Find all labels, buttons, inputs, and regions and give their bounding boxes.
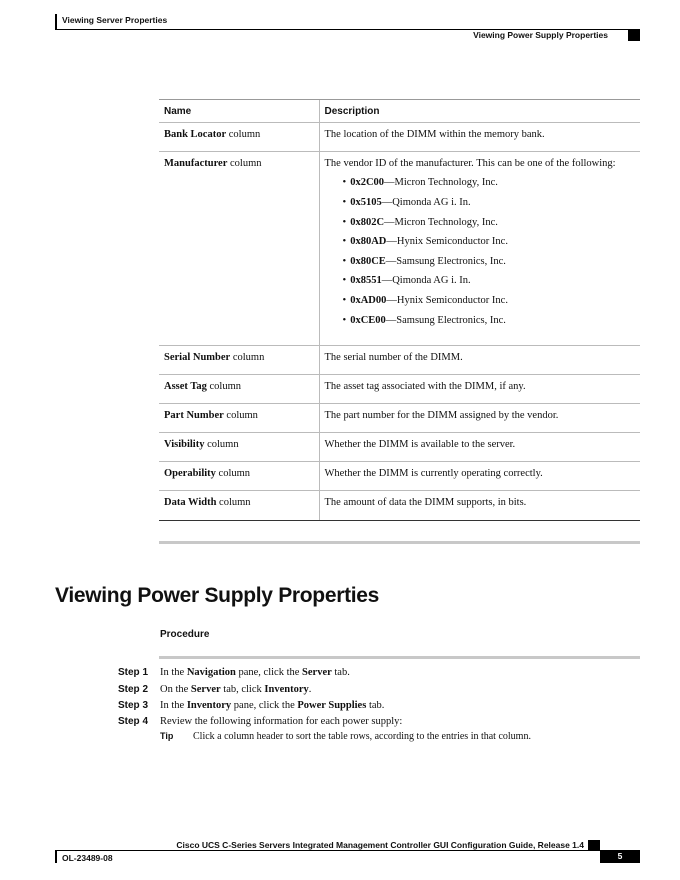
list-item <box>343 196 636 209</box>
field-suffix: column <box>206 380 242 392</box>
step-text-part: tab. <box>366 700 385 711</box>
procedure-divider <box>159 656 640 659</box>
list-item <box>343 176 636 189</box>
field-description: The vendor ID of the manufacturer. This can be one of the following: <box>324 158 616 170</box>
vendor-code: 0x802C <box>350 216 385 228</box>
step-text-part: . <box>308 684 312 695</box>
footer-left-bar <box>55 850 57 863</box>
running-header-chapter: Viewing Server Properties <box>62 15 168 25</box>
field-suffix: column <box>226 129 261 140</box>
vendor-name: —Samsung Electronics, Inc. <box>385 314 506 326</box>
section-title: Viewing Power Supply Properties <box>55 584 380 607</box>
field-description: Whether the DIMM is available to the server. <box>319 433 640 462</box>
field-suffix: column <box>230 351 265 363</box>
vendor-name: —Hynix Semiconductor Inc. <box>386 236 508 248</box>
field-suffix: column <box>216 497 251 509</box>
header-marker-box <box>628 30 640 41</box>
list-item <box>343 274 636 287</box>
field-name-cell <box>159 433 319 462</box>
field-description-cell <box>319 152 640 346</box>
table-row <box>159 123 640 152</box>
field-name-cell <box>159 345 319 374</box>
step-label: Step 3 <box>118 700 149 711</box>
field-suffix: column <box>223 410 258 421</box>
list-item <box>343 314 636 327</box>
list-item <box>343 216 636 229</box>
column-header-description: Description <box>319 100 640 123</box>
vendor-code: 0x2C00 <box>350 177 385 189</box>
vendor-name: —Qimonda AG i. In. <box>381 196 471 208</box>
field-name: Visibility <box>164 439 205 451</box>
vendor-code: 0x80CE <box>350 255 386 267</box>
table-row <box>159 433 640 462</box>
step-text: Review the following information for each power supply: <box>160 716 403 727</box>
table-row <box>159 152 640 346</box>
vendor-name: —Hynix Semiconductor Inc. <box>386 295 508 306</box>
field-suffix: column <box>215 468 251 480</box>
vendor-code: 0x80AD <box>350 236 387 248</box>
vendor-name: —Qimonda AG i. In. <box>381 275 471 287</box>
vendor-code: 0x5105 <box>350 196 382 208</box>
field-name: Asset Tag <box>164 380 207 392</box>
step-label: Step 1 <box>118 667 149 678</box>
ui-term-inventory: Inventory <box>186 700 232 711</box>
step-text-part: tab, click <box>220 684 265 695</box>
field-name: Part Number <box>164 410 224 421</box>
field-name: Serial Number <box>164 351 231 363</box>
field-description: The serial number of the DIMM. <box>319 345 640 374</box>
list-item <box>343 294 636 307</box>
footer-book-title: Cisco UCS C-Series Servers Integrated Management Controller GUI Configuration Guide, Release 1.4 <box>176 840 584 850</box>
running-header-section: Viewing Power Supply Properties <box>473 30 608 40</box>
field-name-cell <box>159 491 319 520</box>
footer-marker-box <box>588 840 600 850</box>
header-left-bar <box>55 14 57 30</box>
field-name: Operability <box>164 468 216 480</box>
ui-term-server: Server <box>190 684 221 695</box>
vendor-code: 0xAD00 <box>350 295 387 306</box>
page-number: 5 <box>600 850 640 863</box>
step-text-part: tab. <box>331 667 350 678</box>
list-item <box>343 235 636 248</box>
field-suffix: column <box>227 158 262 170</box>
step-text-part: On the <box>160 684 191 695</box>
ui-term-inventory: Inventory <box>264 684 309 695</box>
dimm-properties-table <box>159 99 640 521</box>
field-description: The location of the DIMM within the memory bank. <box>319 123 640 152</box>
tip-note <box>160 731 531 742</box>
field-description: The part number for the DIMM assigned by the vendor. <box>319 404 640 433</box>
list-item <box>343 255 636 268</box>
table-header-row <box>159 100 640 123</box>
step-text-part: pane, click the <box>235 667 303 678</box>
step-text <box>160 700 384 711</box>
vendor-name: —Micron Technology, Inc. <box>384 216 498 228</box>
manufacturer-list <box>325 176 636 327</box>
tip-label: Tip <box>160 731 174 741</box>
step-text-part: In the <box>160 700 187 711</box>
ui-term-server: Server <box>302 667 332 678</box>
footer-doc-number: OL-23489-08 <box>62 853 113 863</box>
table-row <box>159 462 640 491</box>
field-name-cell <box>159 152 319 346</box>
table-row <box>159 491 640 520</box>
field-name-cell <box>159 462 319 491</box>
tip-text: Click a column header to sort the table rows, according to the entries in that column. <box>193 731 531 742</box>
field-description: Whether the DIMM is currently operating correctly. <box>319 462 640 491</box>
step-text <box>160 667 350 678</box>
field-name: Manufacturer <box>164 158 228 170</box>
step-label: Step 4 <box>118 716 149 727</box>
vendor-code: 0x8551 <box>350 275 382 287</box>
vendor-name: —Samsung Electronics, Inc. <box>385 255 506 267</box>
table-row <box>159 404 640 433</box>
section-divider <box>159 541 640 544</box>
step-text-part: pane, click the <box>231 700 298 711</box>
field-name-cell <box>159 374 319 403</box>
table-row <box>159 374 640 403</box>
ui-term-power-supplies: Power Supplies <box>297 700 367 711</box>
step-text-part: In the <box>160 667 187 678</box>
field-name: Bank Locator <box>164 129 227 140</box>
field-description: The amount of data the DIMM supports, in bits. <box>319 491 640 520</box>
column-header-name: Name <box>159 100 319 123</box>
vendor-name: —Micron Technology, Inc. <box>384 177 498 189</box>
field-name: Data Width <box>164 497 217 509</box>
ui-term-navigation: Navigation <box>186 667 236 678</box>
field-description: The asset tag associated with the DIMM, if any. <box>319 374 640 403</box>
field-suffix: column <box>204 439 239 451</box>
step-label: Step 2 <box>118 684 149 695</box>
table-row <box>159 345 640 374</box>
step-text <box>160 684 311 695</box>
field-name-cell <box>159 404 319 433</box>
procedure-label: Procedure <box>160 629 210 640</box>
vendor-code: 0xCE00 <box>350 314 386 326</box>
footer-rule <box>55 850 640 851</box>
field-name-cell <box>159 123 319 152</box>
